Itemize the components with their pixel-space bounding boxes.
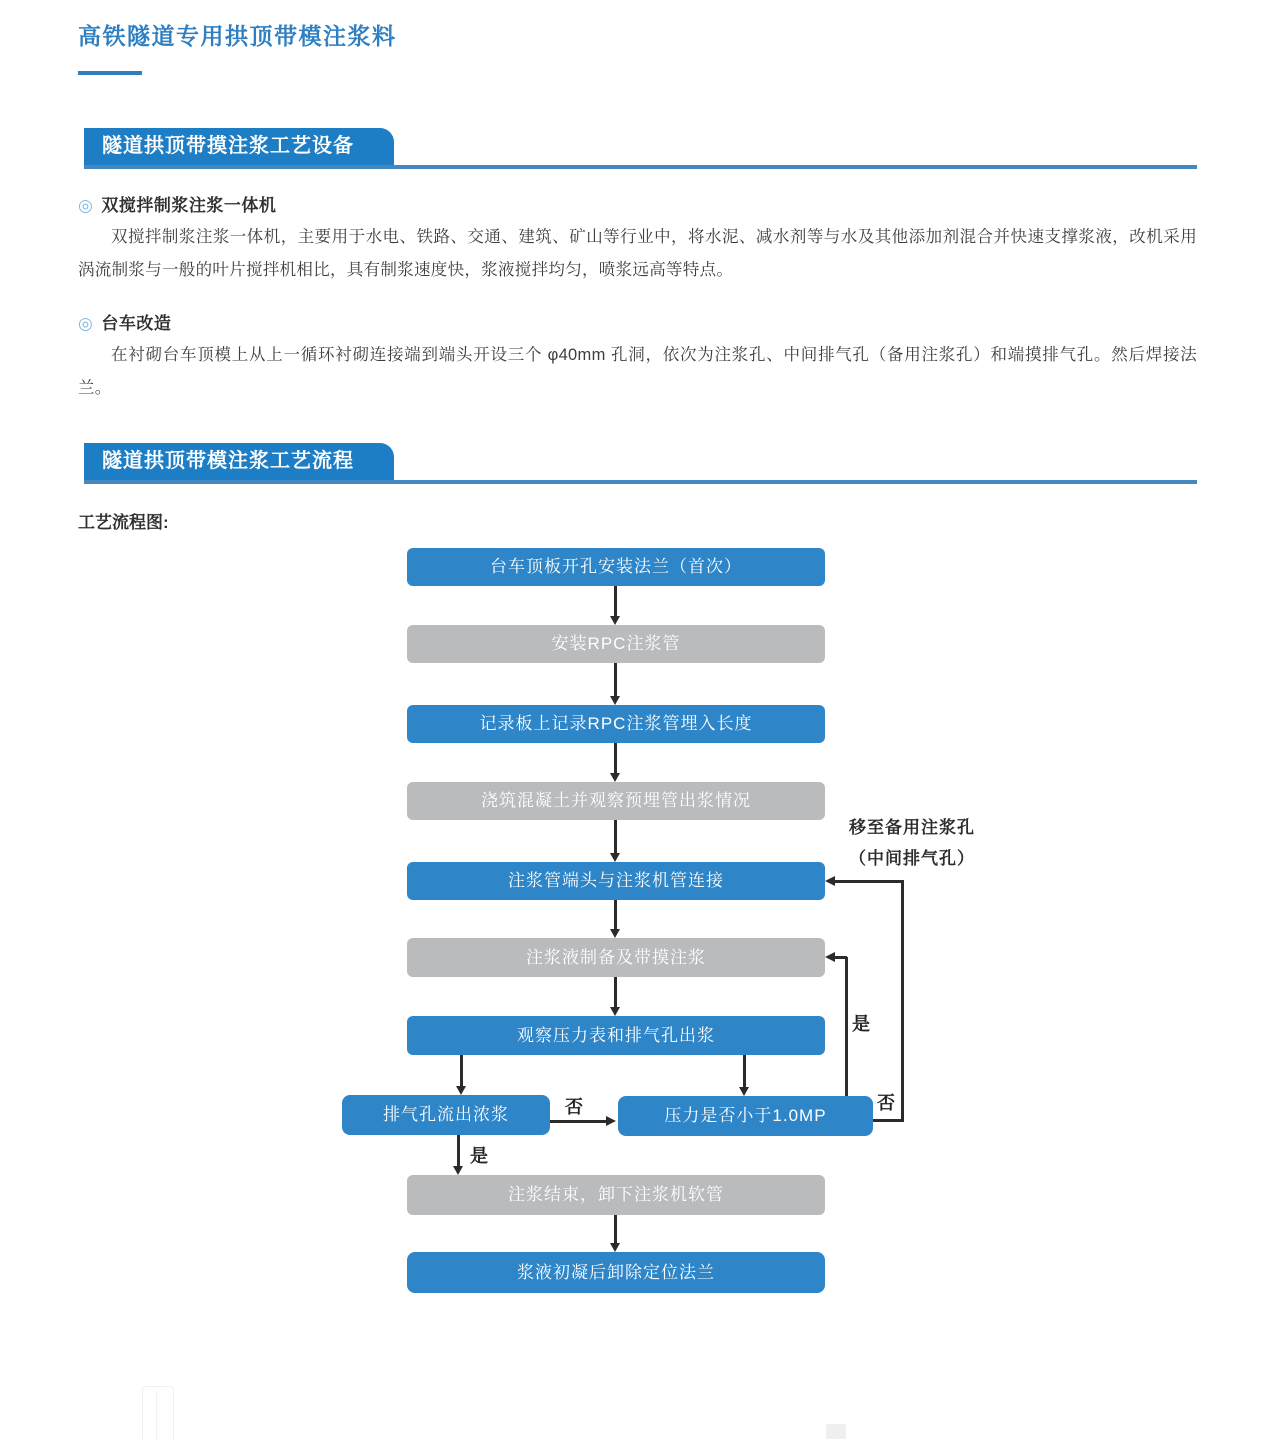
arrow-down-icon [457,1135,460,1166]
diagram-label: 工艺流程图: [78,513,169,532]
equipment-item-1-heading-text: 双搅拌制浆注浆一体机 [101,196,277,215]
arrow-right-icon [550,1120,606,1123]
backup-hole-annotation [832,812,992,874]
section-process-header: 隧道拱顶带模注浆工艺流程 [84,443,394,480]
flow-node-pour-concrete: 浇筑混凝土并观察预埋管出浆情况 [407,782,825,820]
flow-node-record-length: 记录板上记录RPC注浆管埋入长度 [407,705,825,743]
feedback-line-no [901,880,904,1122]
feedback-line-no [873,1119,904,1122]
page-title: 高铁隧道专用拱顶带模注浆料 [78,23,397,49]
ring-bullet-icon: ◎ [78,314,94,333]
title-underline [78,71,142,75]
process-flowchart [0,530,1280,1330]
feedback-line-yes [835,956,847,959]
feedback-line-yes [845,957,848,1096]
label-no: 否 [565,1097,584,1117]
backup-hole-annotation-line1: 移至备用注浆孔 [849,818,975,837]
arrow-left-icon [825,952,835,962]
backup-hole-annotation-line2: （中间排气孔） [849,849,975,868]
label-yes: 是 [852,1014,871,1034]
faint-watermark [826,1424,846,1439]
section-process-header-rule [84,443,1197,484]
tower-watermark [142,1386,174,1439]
equipment-item-1-heading [78,191,1197,216]
flow-node-observe-pressure: 观察压力表和排气孔出浆 [407,1016,825,1055]
flow-node-connect-pipe: 注浆管端头与注浆机管连接 [407,862,825,900]
arrow-down-icon [460,1055,463,1086]
flow-node-vent-thick-grout: 排气孔流出浓浆 [342,1095,550,1135]
section-equipment-header-rule [84,128,1197,169]
label-yes: 是 [470,1146,489,1166]
arrow-down-icon [614,586,617,616]
arrow-down-icon [614,820,617,853]
flow-node-pressure-check: 压力是否小于1.0MP [618,1096,873,1136]
ring-bullet-icon: ◎ [78,196,94,215]
section-equipment-header: 隧道拱顶带摸注浆工艺设备 [84,128,394,165]
flow-node-install-flange: 台车顶板开孔安装法兰（首次） [407,548,825,586]
label-no: 否 [877,1093,896,1113]
equipment-item-2-heading-text: 台车改造 [101,314,172,333]
arrow-down-icon [614,1215,617,1243]
flow-node-finish-grouting: 注浆结束，卸下注浆机软管 [407,1175,825,1215]
arrow-down-icon [614,663,617,696]
equipment-item-2-body: 在衬砌台车顶模上从上一循环衬砌连接端到端头开设三个 φ40mm 孔洞，依次为注浆孔、中间排气孔（备用注浆孔）和端摸排气孔。然后焊接法兰。 [78,346,1197,397]
flow-node-prepare-grout: 注浆液制备及带摸注浆 [407,938,825,977]
arrow-left-icon [825,876,835,886]
arrow-down-icon [743,1055,746,1087]
flow-node-remove-flange: 浆液初凝后卸除定位法兰 [407,1252,825,1293]
arrow-down-icon [614,977,617,1007]
arrow-down-icon [614,900,617,929]
equipment-item-1-body: 双搅拌制浆注浆一体机，主要用于水电、铁路、交通、建筑、矿山等行业中，将水泥、减水剂等与水及其他添加剂混合并快速支撑浆液，改机采用涡流制浆与一般的叶片搅拌机相比，具有制浆速度快，浆液搅拌均匀，喷浆远高等特点。 [78,228,1197,279]
arrow-down-icon [614,743,617,773]
flow-node-install-rpc-pipe: 安装RPC注浆管 [407,625,825,663]
page-content [0,0,1280,533]
equipment-item-2-heading [78,309,1197,334]
feedback-line-no [835,880,904,883]
